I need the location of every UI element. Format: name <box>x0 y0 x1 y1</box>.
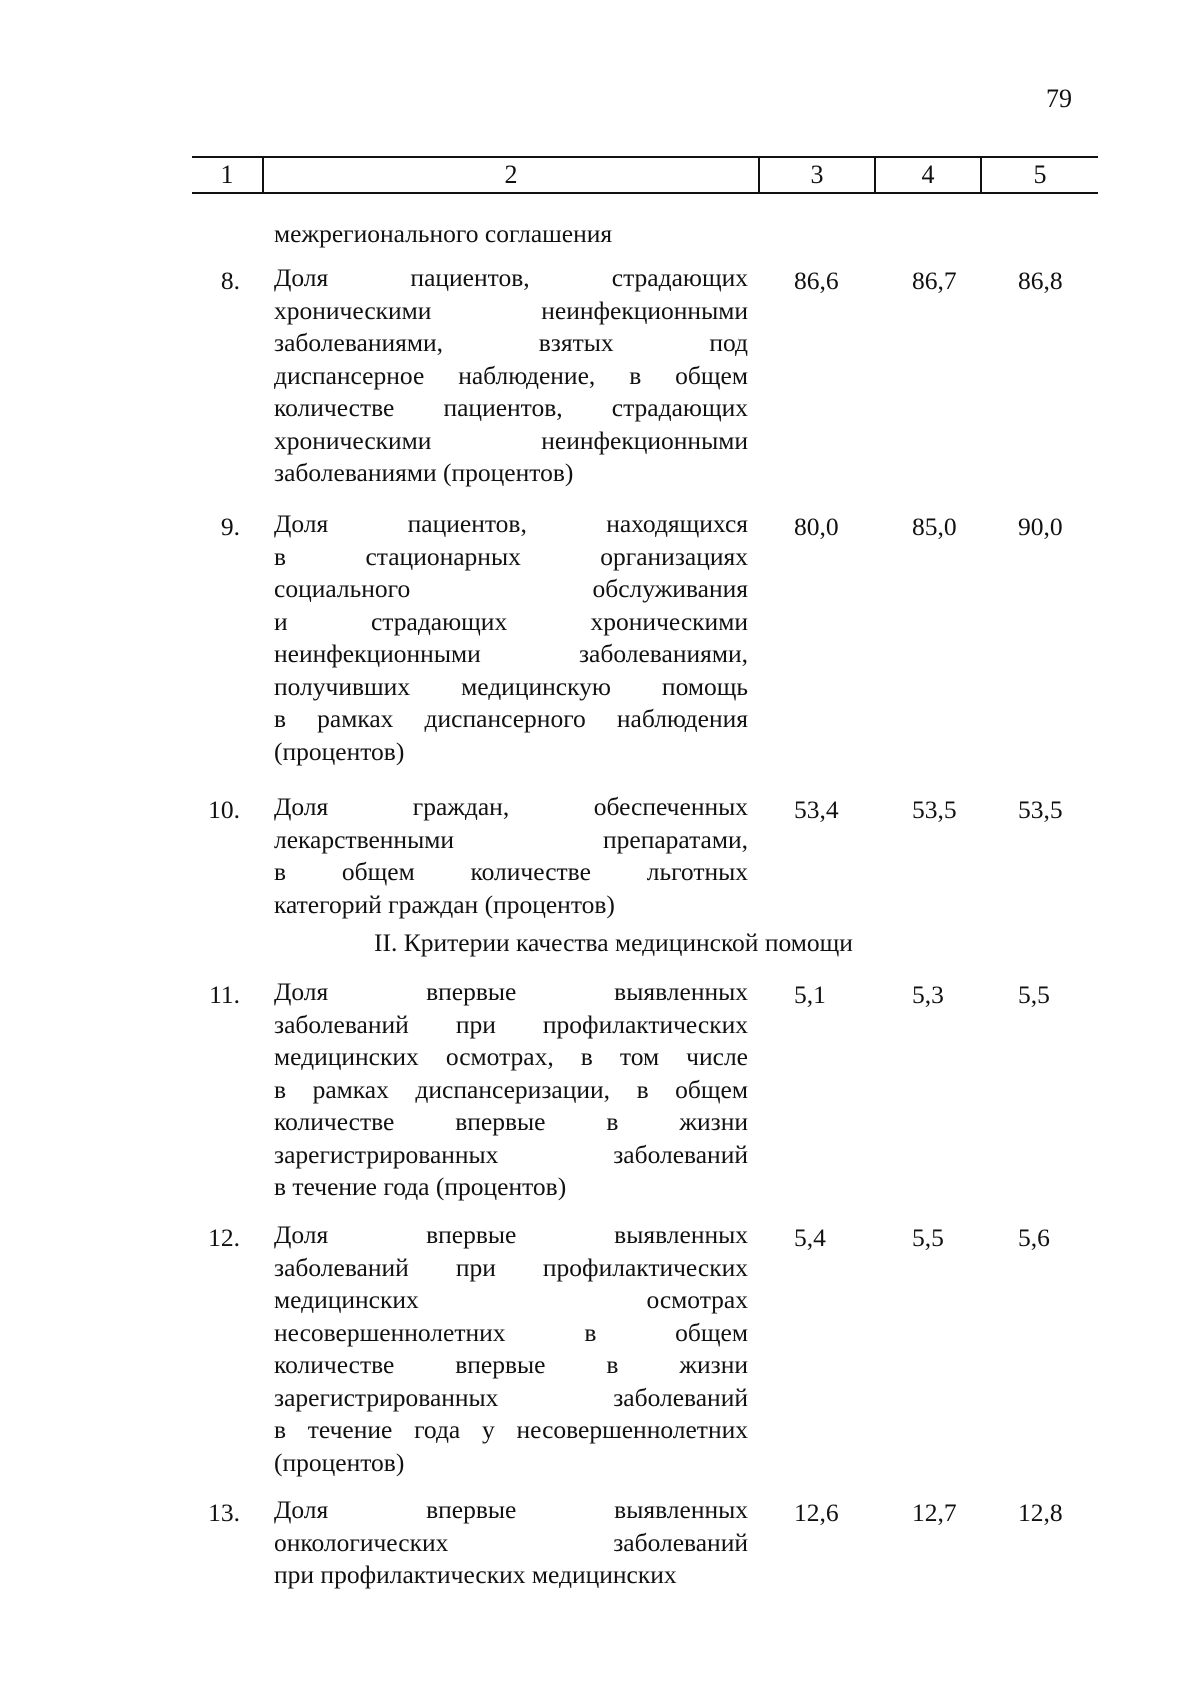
indicator-value-col5: 5,6 <box>1018 1223 1050 1252</box>
description-line: Доля впервые выявленных <box>274 977 748 1006</box>
indicator-value-col3: 5,4 <box>794 1223 826 1252</box>
description-line: в течение года у несовершеннолетних <box>274 1415 748 1444</box>
description-line: зарегистрированных заболеваний <box>274 1139 748 1169</box>
row-number: 8. <box>220 266 240 295</box>
description-line: медицинских осмотрах <box>274 1285 748 1314</box>
description-line: (процентов) <box>274 736 405 766</box>
indicator-description <box>274 1219 748 1479</box>
description-line: заболеваний при профилактических <box>274 1252 748 1282</box>
description-line: заболеваниями (процентов) <box>274 458 574 487</box>
column-header-1: 1 <box>220 160 234 189</box>
continuation-text: межрегионального соглашения <box>274 219 613 248</box>
description-line: лекарственными препаратами, <box>274 824 748 854</box>
row-number: 9. <box>220 512 240 541</box>
description-line: несовершеннолетних в общем <box>274 1317 748 1347</box>
indicator-value-col5: 86,8 <box>1018 266 1063 295</box>
description-line: заболеваниями, взятых под <box>274 328 748 357</box>
description-line: в течение года (процентов) <box>274 1172 567 1201</box>
indicator-value-col4: 85,0 <box>912 512 957 541</box>
description-line: хроническими неинфекционными <box>274 425 748 455</box>
description-line: в стационарных организациях <box>274 541 748 571</box>
description-line: категорий граждан (процентов) <box>274 889 615 919</box>
indicator-description <box>274 262 748 490</box>
indicator-description <box>274 1494 748 1592</box>
description-line: (процентов) <box>274 1447 405 1477</box>
column-header-3: 3 <box>810 160 824 189</box>
row-number: 13. <box>208 1498 240 1527</box>
indicator-value-col4: 53,5 <box>912 795 957 824</box>
indicator-value-col5: 90,0 <box>1018 512 1063 541</box>
indicator-value-col5: 53,5 <box>1018 795 1063 824</box>
indicator-value-col4: 5,5 <box>912 1223 944 1252</box>
row-number: 11. <box>209 980 240 1009</box>
description-line: Доля пациентов, находящихся <box>274 509 748 538</box>
indicator-description <box>274 508 748 768</box>
description-line: количестве впервые в жизни <box>274 1350 748 1379</box>
description-line: в рамках диспансерного наблюдения <box>274 704 748 733</box>
description-line: Доля граждан, обеспеченных <box>274 792 748 821</box>
indicator-value-col3: 53,4 <box>794 795 839 824</box>
description-line: и страдающих хроническими <box>274 606 748 636</box>
row-number: 10. <box>208 795 240 824</box>
indicator-value-col3: 5,1 <box>794 980 826 1009</box>
column-header-row <box>192 156 1098 194</box>
description-line: медицинских осмотрах, в том числе <box>274 1042 748 1071</box>
column-header-2: 2 <box>504 160 518 189</box>
indicator-value-col5: 5,5 <box>1018 980 1050 1009</box>
column-header-4: 4 <box>921 160 935 189</box>
row-number: 12. <box>208 1223 240 1252</box>
description-line: в общем количестве льготных <box>274 857 748 886</box>
description-line: в рамках диспансеризации, в общем <box>274 1074 748 1104</box>
indicator-value-col3: 12,6 <box>794 1498 839 1527</box>
description-line: хроническими неинфекционными <box>274 295 748 325</box>
indicator-value-col4: 86,7 <box>912 266 957 295</box>
description-line: заболеваний при профилактических <box>274 1009 748 1039</box>
section-heading: II. Критерии качества медицинской помощи <box>374 928 853 957</box>
indicator-value-col4: 12,7 <box>912 1498 957 1527</box>
description-line: зарегистрированных заболеваний <box>274 1382 748 1412</box>
description-line: количестве пациентов, страдающих <box>274 393 748 422</box>
indicator-description <box>274 791 748 921</box>
indicator-description <box>274 976 748 1204</box>
column-header-5: 5 <box>1033 160 1047 189</box>
description-line: получивших медицинскую помощь <box>274 671 748 701</box>
indicator-value-col3: 86,6 <box>794 266 839 295</box>
description-line: неинфекционными заболеваниями, <box>274 639 748 668</box>
description-line: Доля впервые выявленных <box>274 1220 748 1249</box>
description-line: Доля впервые выявленных <box>274 1495 748 1524</box>
description-line: онкологических заболеваний <box>274 1527 748 1557</box>
indicator-value-col4: 5,3 <box>912 980 944 1009</box>
indicator-value-col3: 80,0 <box>794 512 839 541</box>
description-line: количестве впервые в жизни <box>274 1107 748 1136</box>
description-line: Доля пациентов, страдающих <box>274 263 748 292</box>
indicator-value-col5: 12,8 <box>1018 1498 1063 1527</box>
description-line: социального обслуживания <box>274 574 748 603</box>
description-line: диспансерное наблюдение, в общем <box>274 360 748 390</box>
page-number: 79 <box>1046 84 1072 113</box>
description-line: при профилактических медицинских <box>274 1560 677 1589</box>
